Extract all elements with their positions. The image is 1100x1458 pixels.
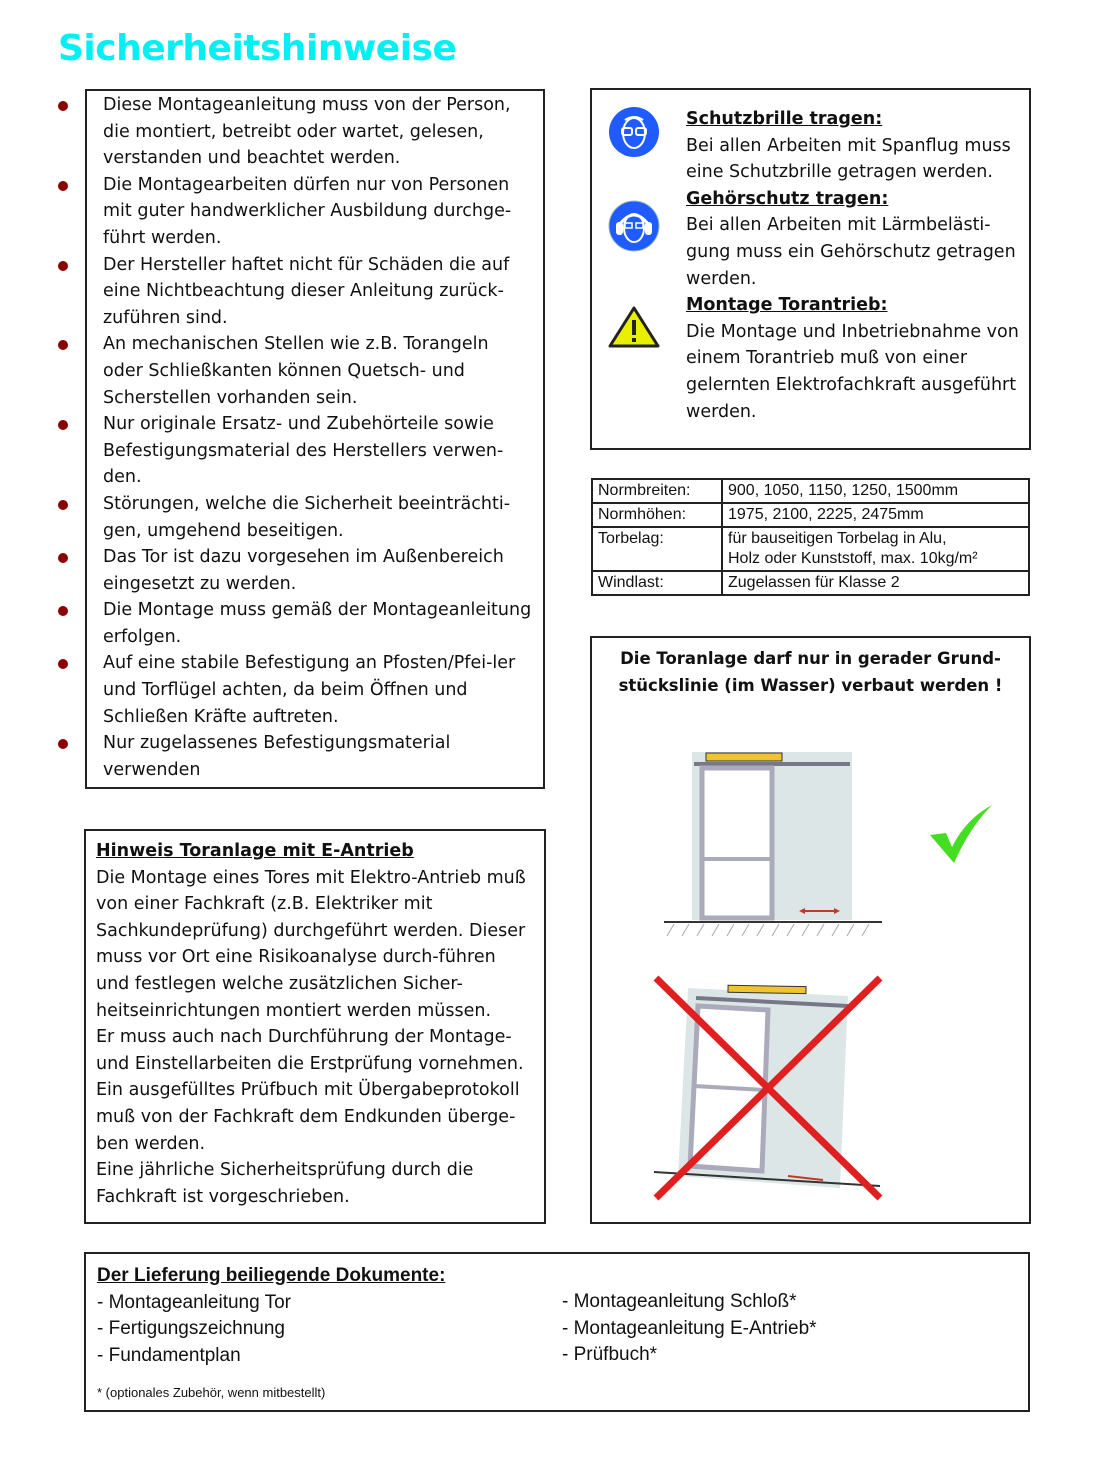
- spec-table: [591, 478, 1030, 596]
- correct-gate-illustration: [662, 746, 962, 941]
- table-row: Normhöhen: 1975, 2100, 2225, 2475mm: [592, 503, 1029, 527]
- bullet-item: Das Tor ist dazu vorgesehen im Außenbereich eingesetzt zu werden.: [103, 544, 533, 597]
- bullet-item: Auf eine stabile Befestigung an Pfosten/Pfei-ler und Torflügel achten, da beim Öffnen und Schließen Kräfte auftreten.: [103, 650, 533, 730]
- bullet-dot-icon: [58, 553, 68, 563]
- bullet-dot-icon: [58, 420, 68, 430]
- document-item: - Montageanleitung Schloß*: [562, 1291, 797, 1312]
- bullet-dot-icon: [58, 181, 68, 191]
- goggles-heading: Schutzbrille tragen:: [686, 109, 883, 129]
- safety-signs-box: [590, 88, 1031, 450]
- e-drive-heading: Hinweis Toranlage mit E-Antrieb: [96, 841, 414, 861]
- e-drive-notice-box: [84, 829, 546, 1224]
- checkmark-icon: [926, 803, 996, 868]
- e-drive-text-3: Ein ausgefülltes Prüfbuch mit Übergabeprotokoll muß von der Fachkraft dem Endkunden überge-ben werden.: [96, 1080, 520, 1154]
- warning-triangle-icon: [608, 305, 660, 349]
- documents-footnote: * (optionales Zubehör, wenn mitbestellt): [97, 1385, 326, 1400]
- bullet-item: An mechanischen Stellen wie z.B. Torangeln oder Schließkanten können Quetsch- und Scherstellen vorhanden sein.: [103, 331, 533, 411]
- bullet-item: Der Hersteller haftet nicht für Schäden die auf eine Nichtbeachtung dieser Anleitung zurück-zuführen sind.: [103, 252, 533, 332]
- bullet-item: Die Montage muss gemäß der Montageanleitung erfolgen.: [103, 597, 533, 650]
- bullet-dot-icon: [58, 659, 68, 669]
- goggles-icon: [608, 106, 660, 158]
- bullet-item: Nur originale Ersatz- und Zubehörteile sowie Befestigungsmaterial des Herstellers verwen-den.: [103, 411, 533, 491]
- drive-heading: Montage Torantrieb:: [686, 295, 888, 316]
- ear-text: Bei allen Arbeiten mit Lärmbelästi-gung muss ein Gehörschutz getragen werden.: [686, 215, 1016, 289]
- bullet-dot-icon: [58, 500, 68, 510]
- bullet-item: Nur zugelassenes Befestigungsmaterial verwenden: [103, 730, 533, 783]
- included-documents-box: [84, 1252, 1030, 1412]
- document-item: - Montageanleitung Tor: [97, 1291, 291, 1313]
- ear-protection-icon: [608, 200, 660, 252]
- ear-heading: Gehörschutz tragen:: [686, 188, 889, 209]
- document-item: - Fundamentplan: [97, 1344, 241, 1366]
- bullet-dot-icon: [58, 261, 68, 271]
- document-item: - Fertigungszeichnung: [97, 1318, 285, 1339]
- bullet-dot-icon: [58, 739, 68, 749]
- incorrect-gate-illustration: [648, 966, 898, 1206]
- goggles-text: Bei allen Arbeiten mit Spanflug muss eine Schutzbrille getragen werden.: [686, 135, 1011, 183]
- document-item: - Montageanleitung E-Antrieb*: [562, 1317, 817, 1339]
- bullet-dot-icon: [58, 340, 68, 350]
- table-row: Windlast: Zugelassen für Klasse 2: [592, 571, 1029, 595]
- safety-text: [686, 106, 1031, 425]
- installation-warning: Die Toranlage darf nur in gerader Grund- stückslinie (im Wasser) verbaut werden !: [618, 649, 1003, 695]
- e-drive-text: Die Montage eines Tores mit Elektro-Antrieb muß von einer Fachkraft (z.B. Elektriker mit Sachkundeprüfung) durchgeführt werden. Dieser muss vor Ort eine Risikoanalyse durch-führen und festlegen welche zusätzlichen Sicher-heitseinrichtungen montiert werden müssen.: [96, 867, 526, 1021]
- e-drive-text-2: Er muss auch nach Durchführung der Montage- und Einstellarbeiten die Erstprüfung vornehmen.: [96, 1027, 524, 1074]
- drive-text: Die Montage und Inbetriebnahme von einem Torantrieb muß von einer gelernten Elektrofachkraft ausgeführt werden.: [686, 321, 1019, 422]
- bullet-item: Störungen, welche die Sicherheit beeinträchti-gen, umgehend beseitigen.: [103, 491, 533, 544]
- bullet-item: Diese Montageanleitung muss von der Person, die montiert, betreibt oder wartet, gelesen, verstanden und beachtet werden.: [103, 92, 533, 172]
- installation-illustration-box: [590, 636, 1031, 1224]
- safety-bullet-list: [85, 89, 545, 789]
- table-row: Normbreiten: 900, 1050, 1150, 1250, 1500mm: [592, 479, 1029, 503]
- bullet-dot-icon: [58, 606, 68, 616]
- bullet-item: Die Montagearbeiten dürfen nur von Personen mit guter handwerklicher Ausbildung durchge-führt werden.: [103, 172, 533, 252]
- e-drive-text-4: Eine jährliche Sicherheitsprüfung durch die Fachkraft ist vorgeschrieben.: [96, 1160, 474, 1207]
- page-title: Sicherheitshinweise: [58, 28, 457, 69]
- documents-heading: Der Lieferung beiliegende Dokumente:: [97, 1265, 446, 1286]
- document-item: - Prüfbuch*: [562, 1344, 658, 1365]
- table-row: Torbelag: für bauseitigen Torbelag in Alu, Holz oder Kunststoff, max. 10kg/m²: [592, 527, 1029, 571]
- bullet-dot-icon: [58, 101, 68, 111]
